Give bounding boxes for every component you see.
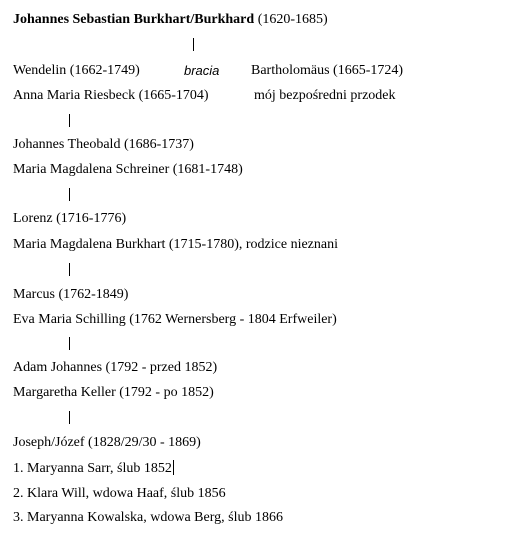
connector-line [69, 188, 70, 201]
spouse-anna-maria: Anna Maria Riesbeck (1665-1704) [13, 88, 209, 103]
ancestor-years: (1620-1685) [254, 12, 328, 27]
marriage-item: 2. Klara Will, wdowa Haaf, ślub 1856 [13, 486, 226, 501]
generation-wife: Margaretha Keller (1792 - po 1852) [13, 385, 214, 400]
connector-line [69, 114, 70, 127]
generation-wife: Maria Magdalena Burkhart (1715-1780), rodzice nieznani [13, 237, 338, 252]
brothers-label: bracia [184, 63, 220, 78]
connector-line [69, 263, 70, 276]
ancestor-name: Johannes Sebastian Burkhart/Burkhard [13, 12, 255, 27]
generation-husband: Adam Johannes (1792 - przed 1852) [13, 360, 218, 375]
descendant-joseph: Joseph/Józef (1828/29/30 - 1869) [13, 435, 201, 450]
marriage-text: 1. Maryanna Sarr, ślub 1852 [13, 461, 172, 476]
generation-wife: Eva Maria Schilling (1762 Wernersberg - 1804 Erfweiler) [13, 312, 337, 327]
text-cursor [173, 460, 174, 475]
generation-husband: Marcus (1762-1849) [13, 287, 129, 302]
generation-husband: Johannes Theobald (1686-1737) [13, 137, 194, 152]
marriage-item: 3. Maryanna Kowalska, wdowa Berg, ślub 1866 [13, 510, 283, 525]
generation-wife: Maria Magdalena Schreiner (1681-1748) [13, 162, 243, 177]
generation-husband: Lorenz (1716-1776) [13, 211, 127, 226]
connector-line [69, 337, 70, 350]
connector-line [69, 411, 70, 424]
marriage-item[interactable] [13, 460, 174, 477]
brother-bartholomaus: Bartholomäus (1665-1724) [251, 63, 404, 78]
direct-ancestor-note: mój bezpośredni przodek [254, 88, 396, 103]
connector-line [193, 38, 194, 51]
ancestor-title [13, 12, 328, 28]
brother-wendelin: Wendelin (1662-1749) [13, 63, 140, 78]
